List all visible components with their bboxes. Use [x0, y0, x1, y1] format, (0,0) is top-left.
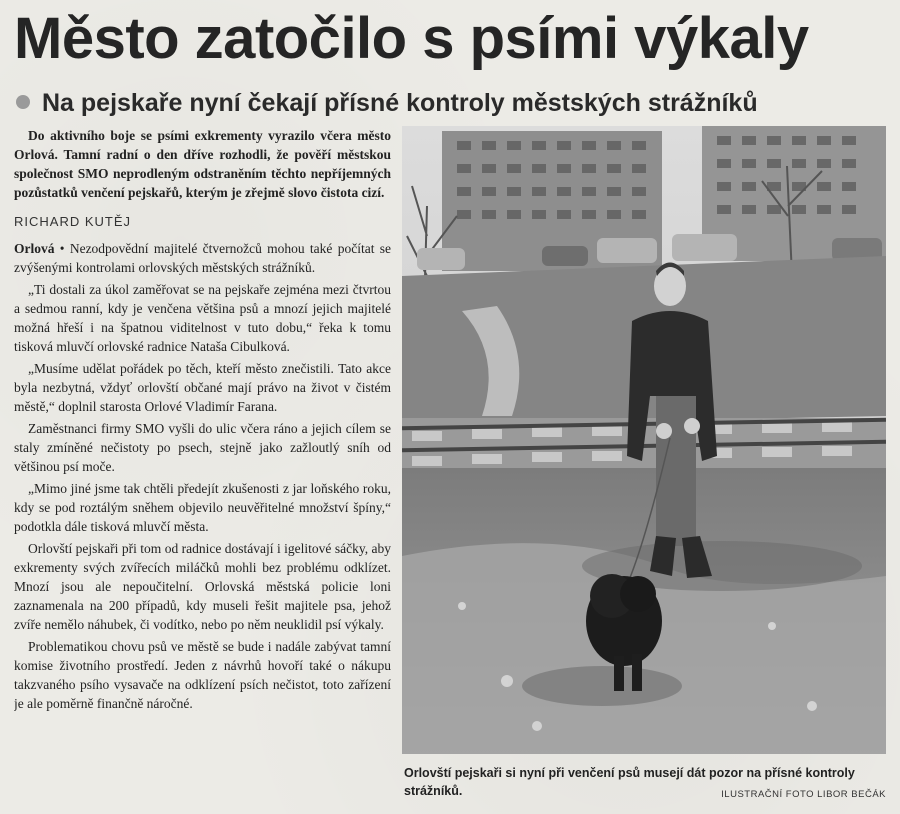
photo-illustration: [402, 126, 886, 754]
article-paragraph: „Mimo jiné jsme tak chtěli předejít zkušenosti z jar loňského roku, kdy se pod roztálým sněhem objevilo neuvěřitelné množství špíny,“ podotkla dále tisková mluvčí města.: [14, 481, 391, 534]
article-paragraph: Problematikou chovu psů ve městě se bude i nadále zabývat tamní komise životního prostředí. Jeden z návrhů hovoří také o nákupu takzvaného psího vysavače na odklízení psích nečistot, toto zařízení je ale poměrně finančně náročné.: [14, 639, 391, 711]
bullet-icon: [16, 95, 30, 109]
byline: RICHARD KUTĚJ: [14, 214, 132, 229]
article-paragraph: Orlovští pejskaři při tom od radnice dostávají i igelitové sáčky, aby exkrementy svých zvířecích miláčků mohli bez problému odklízet. Mnozí jsou ale nepoučitelní. Orlovská městská policie loni zaznamenala na 200 případů, kdy museli řešit majitele psa, jehož zvíře nemělo náhubek, či vodítko, nebo po něm neuklidil psí výkaly.: [14, 541, 391, 632]
photo-credit: ILUSTRAČNÍ FOTO LIBOR BEČÁK: [721, 789, 886, 800]
article-photo: [402, 126, 886, 754]
headline: Město zatočilo s psími výkaly: [14, 6, 809, 71]
dateline-separator: •: [54, 241, 70, 256]
article-paragraph: „Ti dostali za úkol zaměřovat se na pejskaře zejména mezi čtvrtou a sedmou ranní, kdy je venčena většina psů a mnozí jejich majitelé možná hřeší i na špatnou viditelnost v tuto dobu,“ řeka k tomu tisková mluvčí orlovské radnice Nataša Cibulková.: [14, 282, 391, 354]
article-paragraph: Orlová • Nezodpovědní majitelé čtvernožců mohou také počítat se zvýšenými kontrolami orlovských městských strážníků.: [14, 241, 391, 275]
photo-caption: Orlovští pejskaři si nyní při venčení psů musejí dát pozor na přísné kontroly strážníků.: [404, 766, 855, 798]
dateline: Orlová: [14, 241, 55, 256]
article-paragraph: Zaměstnanci firmy SMO vyšli do ulic včera ráno a jejich cílem se staly zmíněné nečistoty po psech, stejně jako zažloutlý sníh od většinou psí moče.: [14, 421, 391, 474]
article-text-column: [14, 126, 391, 806]
subheadline: [16, 86, 886, 120]
article-paragraph: „Musíme udělat pořádek po těch, kteří město znečistili. Tato akce byla nezbytná, vždyť orlovští občané mají právo na život v čistém městě,“ doplnil starosta Orlové Vladimír Farana.: [14, 361, 391, 414]
subheadline-text: Na pejskaře nyní čekají přísné kontroly městských strážníků: [42, 89, 758, 117]
article-lead: Do aktivního boje se psími exkrementy vyrazilo včera město Orlová. Tamní radní o den dříve rozhodli, že pověří městskou společnost SMO neprodleným odstraněním těchto nepříjemných pozůstatků venčení pejskařů, kterým je zřejmě slovo čistota cizí.: [14, 128, 391, 200]
